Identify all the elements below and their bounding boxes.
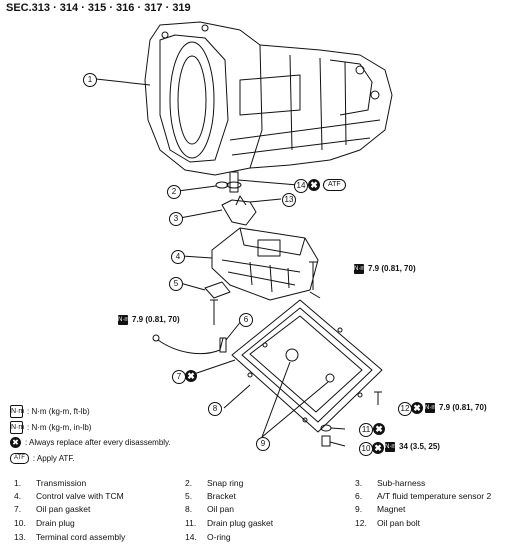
snap-ring — [216, 182, 228, 188]
bracket — [205, 282, 230, 298]
part-item: 9. Magnet — [355, 504, 406, 514]
transmission-housing — [145, 22, 392, 175]
part-item: 1. Transmission — [14, 478, 87, 488]
callout-6: 6 — [239, 313, 253, 327]
callout-4: 4 — [171, 250, 185, 264]
section-header: SEC.313 · 314 · 315 · 316 · 317 · 319 — [6, 2, 191, 14]
callout-11: 11 — [359, 423, 373, 437]
legend-torque-inlb: N·m : N·m (kg-m, in-lb) — [11, 423, 92, 432]
torque-icon: N·m — [354, 266, 366, 272]
callout-10: 10 — [359, 442, 373, 456]
callout-8: 8 — [208, 402, 222, 416]
part-item: 10. Drain plug — [14, 518, 75, 528]
part-item: 2. Snap ring — [185, 478, 244, 488]
part-item: 11. Drain plug gasket — [185, 518, 274, 528]
terminal-cord — [158, 338, 223, 354]
replace-icon: ✖ — [308, 179, 320, 191]
oil-pan — [232, 300, 382, 432]
callout-2: 2 — [167, 185, 181, 199]
sub-harness — [222, 200, 256, 225]
callout-13: 13 — [282, 193, 296, 207]
part-item: 12. Oil pan bolt — [355, 518, 420, 528]
callout-9: 9 — [256, 437, 270, 451]
torque-spec: 7.9 (0.81, 70) — [368, 264, 416, 273]
part-item: 8. Oil pan — [185, 504, 234, 514]
replace-icon: ✖ — [10, 437, 21, 448]
atf-icon: ATF — [10, 453, 29, 464]
part-item: 7. Oil pan gasket — [14, 504, 91, 514]
callout-7: 7 — [172, 370, 186, 384]
callout-14: 14 — [294, 179, 308, 193]
torque-icon: N·m — [385, 444, 397, 450]
torque-spec: 34 (3.5, 25) — [399, 442, 440, 451]
callout-5: 5 — [169, 277, 183, 291]
replace-icon: ✖ — [185, 370, 197, 382]
callout-1: 1 — [83, 73, 97, 87]
replace-icon: ✖ — [411, 402, 423, 414]
atf-badge: ATF — [323, 179, 346, 191]
torque-icon: N·m — [425, 405, 437, 411]
torque-spec: 7.9 (0.81, 70) — [439, 403, 487, 412]
part-item: 4. Control valve with TCM — [14, 491, 124, 501]
torque-icon: N·m — [118, 317, 130, 323]
torque-spec: 7.9 (0.81, 70) — [132, 315, 180, 324]
torque-icon: N·m — [10, 405, 23, 418]
part-item: 14. O-ring — [185, 532, 231, 542]
legend-torque-ftlb: N·m : N·m (kg-m, ft-lb) — [11, 407, 90, 416]
part-item: 6. A/T fluid temperature sensor 2 — [355, 491, 492, 501]
callout-12: 12 — [398, 402, 412, 416]
replace-icon: ✖ — [373, 423, 385, 435]
part-item: 3. Sub-harness — [355, 478, 426, 488]
bolt — [210, 300, 218, 325]
part-item: 5. Bracket — [185, 491, 236, 501]
o-ring-connector — [227, 172, 241, 192]
torque-icon: N·m — [10, 421, 23, 434]
bolt — [309, 262, 317, 290]
callout-3: 3 — [169, 212, 183, 226]
part-item: 13. Terminal cord assembly — [14, 532, 126, 542]
legend-replace: ✖ : Always replace after every disassembly. — [10, 437, 171, 448]
legend-atf: ATF : Apply ATF. — [10, 453, 75, 464]
replace-icon: ✖ — [372, 442, 384, 454]
